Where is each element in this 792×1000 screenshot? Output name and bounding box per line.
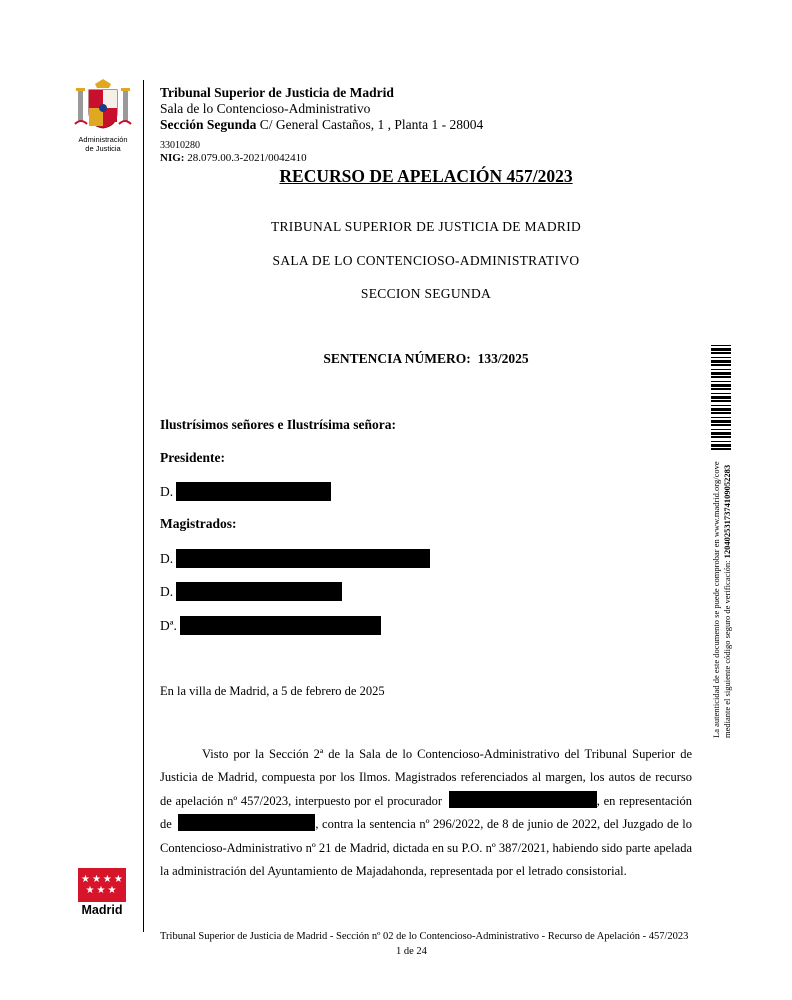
nig-label: NIG: [160,152,185,164]
redaction-block [176,549,430,568]
redaction-block [176,482,331,501]
appeal-title: RECURSO DE APELACIÓN 457/2023 [279,166,573,186]
csv-code: 1204025317374109052283 [722,464,732,559]
magistrate-1-prefix: D. [160,550,174,566]
president-line [160,482,331,501]
verification-prefix: mediante el siguiente código seguro de verificación: [722,558,732,738]
date-line: En la villa de Madrid, a 5 de febrero de 2025 [160,684,385,698]
coat-of-arms-icon [73,78,133,130]
header-nig [160,150,307,166]
header-court: Tribunal Superior de Justicia de Madrid [160,85,394,100]
logo-text-line2: de Justicia [85,144,121,153]
composition-heading: Ilustrísimos señores e Ilustrísima señora: [160,417,396,432]
court-line-2: SALA DE LO CONTENCIOSO-ADMINISTRATIVO [272,253,580,268]
sentence-label: SENTENCIA NÚMERO: [323,351,471,366]
stars-icon: ★★★★ ★★★ [78,868,126,902]
header-sala: Sala de lo Contencioso-Administrativo [160,101,371,116]
redaction-block [176,582,342,601]
court-line-3: SECCION SEGUNDA [360,286,492,301]
barcode-icon [711,345,731,453]
verification-line-1: La autenticidad de este documento se puede comprobar en www.madrid.org/cove [711,461,721,738]
page-number: 1 de 24 [396,946,427,957]
president-label: Presidente: [160,450,225,465]
magistrate-3-prefix: Dª. [160,617,177,633]
footer-text: Tribunal Superior de Justicia de Madrid - Sección nº 02 de lo Contencioso-Administrativo - Recurso de Apelación - 457/2023 [160,931,689,942]
madrid-logo-label: Madrid [81,903,123,917]
logo-text-line1: Administración [78,135,128,144]
verification-line-2 [722,458,733,738]
header-code: 33010280 [160,140,200,151]
body-text-2: , en representación de [160,793,692,832]
header-address: C/ General Castaños, 1 , Planta 1 - 28004 [256,117,484,132]
margin-divider [143,80,144,932]
magistrate-line-1 [160,549,430,568]
coat-of-arms-logo [73,78,133,153]
magistrate-line-3 [160,616,381,635]
madrid-logo [78,868,126,917]
body-text-3: , contra la sentencia nº 296/2022, de 8 de junio de 2022, del Juzgado de lo Contencioso-Administrativo nº 21 de Madrid, dictada en su P.O. nº 387/2021, habiendo sido parte apelada la administración del Ayuntamiento de Majadahonda, representada por el letrado consistorial. [160,817,693,879]
verification-text [711,458,733,738]
sentence-number [160,351,692,367]
header-section [160,117,483,133]
header-section-name: Sección Segunda [160,117,257,132]
redaction-block [178,814,315,831]
president-prefix: D. [160,483,174,499]
magistrates-label: Magistrados: [160,516,237,531]
redaction-block [180,616,381,635]
magistrate-2-prefix: D. [160,583,174,599]
body-text-1: Visto por la Sección 2ª de la Sala de lo Contencioso-Administrativo del Tribunal Superior de Justicia de Madrid, compuesta por los Ilmos. Magistrados referenciados al margen, los autos de recurso de apelación nº 457/2023, interpuesto por el procurador [160,747,692,808]
court-line-1: TRIBUNAL SUPERIOR DE JUSTICIA DE MADRID [270,219,582,234]
redaction-block [449,791,597,808]
sentence-value: 133/2025 [477,351,529,366]
nig-value: 28.079.00.3-2021/0042410 [184,152,307,164]
magistrate-line-2 [160,582,342,601]
body-paragraph [160,743,692,883]
